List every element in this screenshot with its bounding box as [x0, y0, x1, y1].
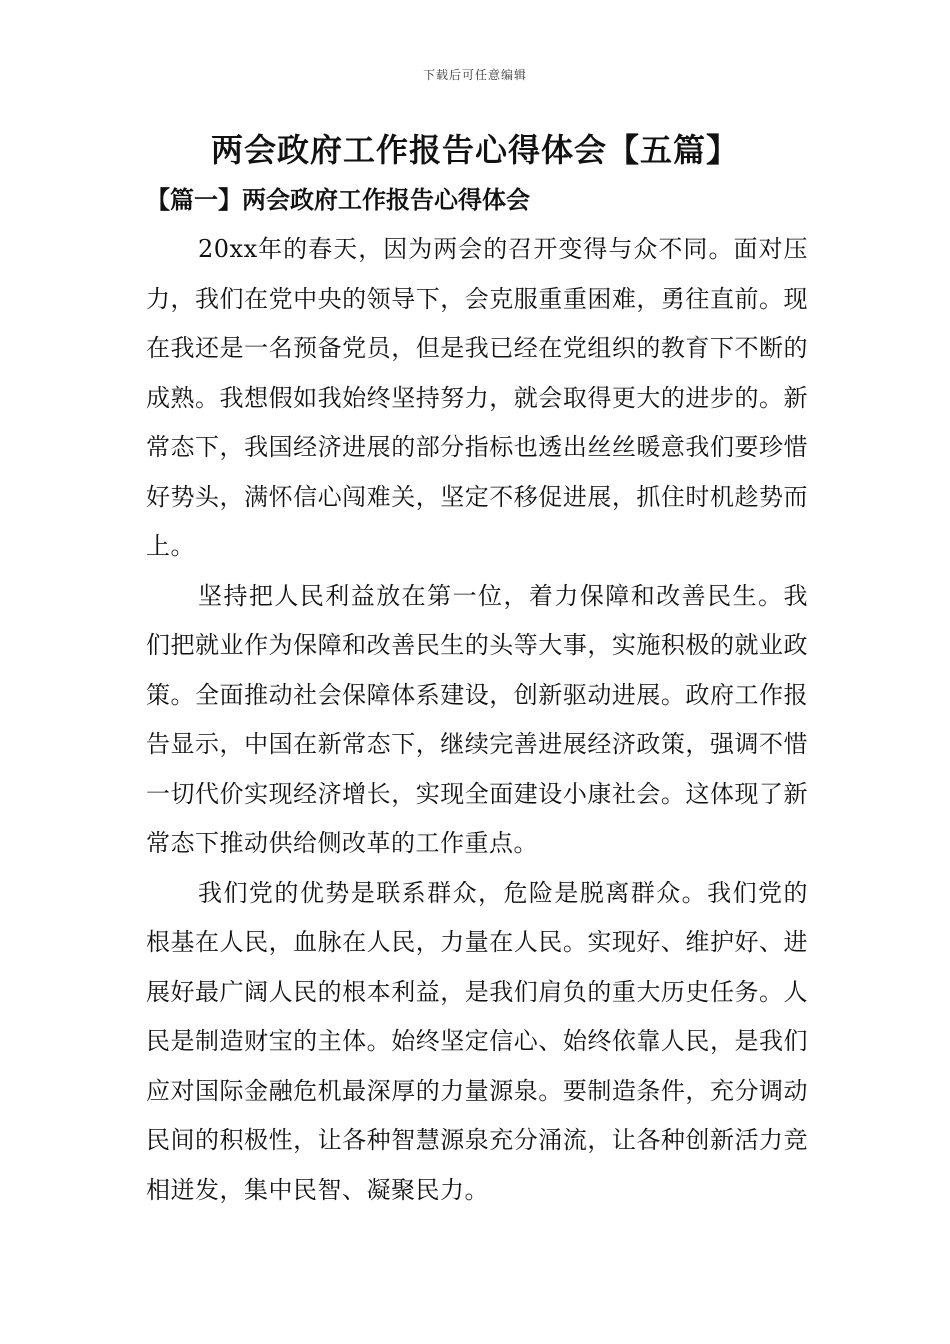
- paragraph-1: 20xx年的春天，因为两会的召开变得与众不同。面对压力，我们在党中央的领导下，会克服重重困难，勇往直前。现在我还是一名预备党员，但是我已经在党组织的教育下不断的成熟。我想假如我始终坚持努力，就会取得更大的进步的。新常态下，我国经济进展的部分指标也透出丝丝暖意我们要珍惜好势头，满怀信心闯难关，坚定不移促进展，抓住时机趁势而上。: [146, 235, 808, 560]
- section-heading: 【篇一】两会政府工作报告心得体会: [146, 185, 530, 214]
- paragraph-3: 我们党的优势是联系群众，危险是脱离群众。我们党的根基在人民，血脉在人民，力量在人民。实现好、维护好、进展好最广阔人民的根本利益，是我们肩负的重大历史任务。人民是制造财宝的主体。始终坚定信心、始终依靠人民，是我们应对国际金融危机最深厚的力量源泉。要制造条件，充分调动民间的积极性，让各种智慧源泉充分涌流，让各种创新活力竞相迸发，集中民智、凝聚民力。: [146, 878, 808, 1204]
- body-text: [146, 225, 808, 1215]
- paragraph-2: 坚持把人民利益放在第一位，着力保障和改善民生。我们把就业作为保障和改善民生的头等大事，实施积极的就业政策。全面推动社会保障体系建设，创新驱动进展。政府工作报告显示，中国在新常态下，继续完善进展经济政策，强调不惜一切代价实现经济增长，实现全面建设小康社会。这体现了新常态下推动供给侧改革的工作重点。: [146, 581, 808, 857]
- header-note: 下载后可任意编辑: [422, 68, 527, 82]
- document-title: 两会政府工作报告心得体会【五篇】: [210, 131, 739, 169]
